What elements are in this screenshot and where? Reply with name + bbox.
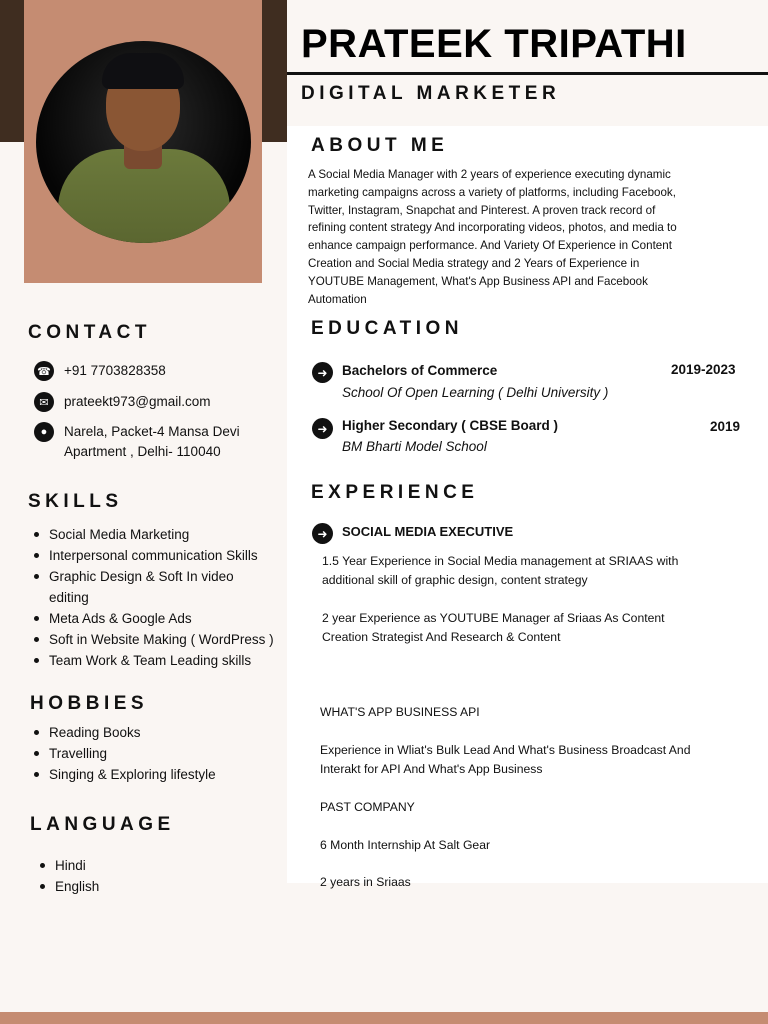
- language-item: English: [35, 876, 99, 897]
- skill-item: Social Media Marketing: [29, 524, 274, 545]
- education-school: School Of Open Learning ( Delhi University ): [342, 385, 609, 400]
- about-text: A Social Media Manager with 2 years of experience executing dynamic marketing campaigns across a variety of platforms, including Facebook, Twitter, Instagram, Snapchat and Pinterest. A proven track record of refining content strategy And incorporating videos, photos, and media to enhance campaign performance. And Variety Of Experience in Content Creation and Social Media strategy and 2 Years of Experience in YOUTUBE Management, What's App Business API and Facebook Automation: [308, 168, 677, 306]
- email-icon: ✉: [34, 392, 54, 412]
- phone-text: +91 7703828358: [64, 363, 166, 378]
- hobby-item: Travelling: [29, 743, 216, 764]
- about-heading: ABOUT ME: [311, 135, 449, 156]
- experience-title: SOCIAL MEDIA EXECUTIVE: [342, 524, 514, 539]
- experience-paragraph-2: [322, 609, 665, 647]
- hobby-item: Reading Books: [29, 722, 216, 743]
- education-title: Bachelors of Commerce: [342, 363, 498, 378]
- skill-item: Interpersonal communication Skills: [29, 545, 274, 566]
- skill-item: Soft in Website Making ( WordPress ): [29, 629, 274, 650]
- language-list: [35, 855, 99, 897]
- arrow-right-icon: ➜: [312, 362, 333, 383]
- candidate-role: DIGITAL MARKETER: [301, 83, 561, 104]
- hobbies-heading: HOBBIES: [30, 693, 149, 714]
- past-company-heading: PAST COMPANY: [320, 800, 415, 814]
- hobby-item: Singing & Exploring lifestyle: [29, 764, 216, 785]
- skill-item-continued: editing: [49, 590, 89, 605]
- experience-line: 2 year Experience as YOUTUBE Manager af Sriaas As Content: [322, 611, 665, 625]
- experience-line: Interakt for API And What's App Business: [320, 762, 543, 776]
- skill-item: Graphic Design & Soft In video: [29, 566, 274, 587]
- education-school: BM Bharti Model School: [342, 439, 487, 454]
- experience-line: additional skill of graphic design, content strategy: [322, 573, 588, 587]
- education-title: Higher Secondary ( CBSE Board ): [342, 418, 559, 433]
- address-line-1: Narela, Packet-4 Mansa Devi: [64, 424, 240, 439]
- contact-phone: [34, 361, 166, 381]
- education-year: 2019: [710, 419, 741, 434]
- past-company-item: 2 years in Sriaas: [320, 875, 411, 889]
- language-item: Hindi: [35, 855, 99, 876]
- email-text: prateekt973@gmail.com: [64, 394, 211, 409]
- experience-line: Creation Strategist And Research & Content: [322, 630, 561, 644]
- hobbies-list: [29, 722, 216, 785]
- past-company-item: 6 Month Internship At Salt Gear: [320, 838, 491, 852]
- experience-line: 1.5 Year Experience in Social Media management at SRIAAS with: [322, 554, 679, 568]
- footer-bar: [0, 1012, 768, 1024]
- location-pin-icon: ●: [34, 422, 54, 442]
- phone-icon: ☎: [34, 361, 54, 381]
- education-year: 2019-2023: [671, 362, 736, 377]
- contact-address: [34, 422, 240, 462]
- experience-heading: EXPERIENCE: [311, 482, 479, 503]
- skills-heading: SKILLS: [28, 491, 123, 512]
- name-divider: [287, 72, 768, 75]
- arrow-right-icon: ➜: [312, 523, 333, 544]
- whatsapp-heading: WHAT'S APP BUSINESS API: [320, 705, 480, 719]
- address-line-2: Apartment , Delhi- 110040: [64, 444, 221, 459]
- language-heading: LANGUAGE: [30, 814, 175, 835]
- contact-email: [34, 392, 211, 412]
- candidate-name: PRATEEK TRIPATHI: [301, 22, 687, 66]
- contact-heading: CONTACT: [28, 322, 151, 343]
- profile-photo: [36, 41, 251, 243]
- skill-item: Team Work & Team Leading skills: [29, 650, 274, 671]
- skill-item: Meta Ads & Google Ads: [29, 608, 274, 629]
- lower-panel: [301, 883, 768, 1008]
- whatsapp-paragraph: [320, 741, 690, 779]
- skills-list: [29, 524, 274, 671]
- experience-paragraph-1: [322, 552, 678, 590]
- address-text: [64, 422, 240, 462]
- education-heading: EDUCATION: [311, 318, 464, 339]
- experience-line: Experience in Wliat's Bulk Lead And What's Business Broadcast And: [320, 743, 691, 757]
- arrow-right-icon: ➜: [312, 418, 333, 439]
